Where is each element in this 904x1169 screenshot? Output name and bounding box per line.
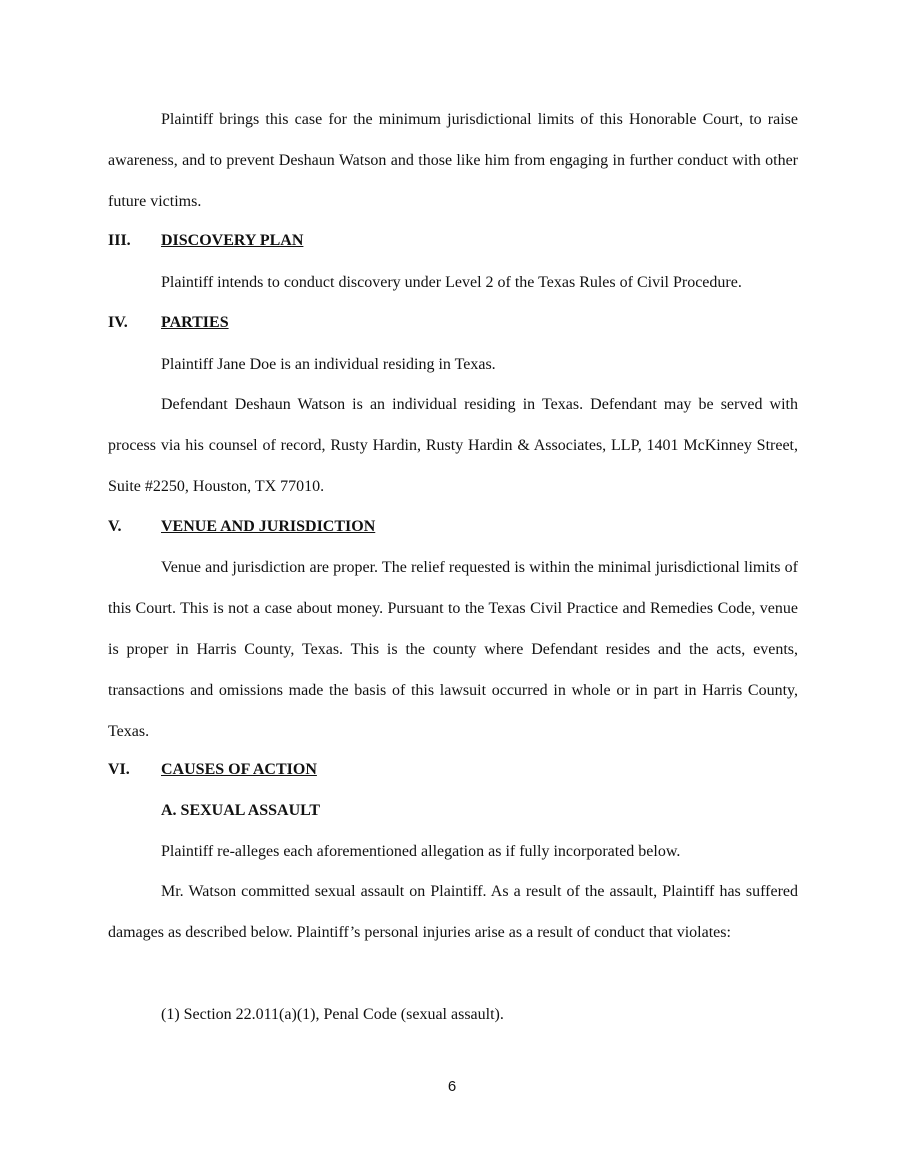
section-title: CAUSES OF ACTION (161, 761, 317, 778)
subheading-sexual-assault: A. SEXUAL ASSAULT (161, 802, 321, 819)
discovery-paragraph-block (108, 262, 798, 303)
intro-paragraph: Plaintiff brings this case for the minimum jurisdictional limits of this Honorable Court, to raise awareness, and to prevent Deshaun Watson and those like him from engaging in further conduct with other future victims. (108, 111, 798, 210)
section-heading-causes (108, 760, 317, 780)
section-number: IV. (108, 314, 128, 331)
page-number: 6 (447, 1078, 457, 1095)
venue-paragraph-block (108, 547, 798, 752)
section-number: VI. (108, 761, 130, 778)
parties-plaintiff-block (108, 344, 798, 385)
realleges-paragraph: Plaintiff re-alleges each aforementioned allegation as if fully incorporated below. (161, 843, 681, 860)
section-title: PARTIES (161, 314, 229, 331)
section-heading-parties (108, 313, 229, 333)
discovery-paragraph: Plaintiff intends to conduct discovery under Level 2 of the Texas Rules of Civil Procedure. (161, 274, 742, 291)
section-number: III. (108, 232, 131, 249)
section-title: VENUE AND JURISDICTION (161, 518, 376, 535)
section-heading-discovery (108, 231, 303, 251)
section-number: V. (108, 518, 122, 535)
list-item-penal-code: (1) Section 22.011(a)(1), Penal Code (sexual assault). (161, 1006, 504, 1023)
venue-paragraph: Venue and jurisdiction are proper. The relief requested is within the minimal jurisdictional limits of this Court. This is not a case about money. Pursuant to the Texas Civil Practice and Remedies Code, venue is proper in Harris County, Texas. This is the county where Defendant resides and the acts, events, transactions and omissions made the basis of this lawsuit occurred in whole or in part in Harris County, Texas. (108, 559, 798, 740)
intro-paragraph-block (108, 99, 798, 222)
parties-defendant-paragraph: Defendant Deshaun Watson is an individual residing in Texas. Defendant may be served with process via his counsel of record, Rusty Hardin, Rusty Hardin & Associates, LLP, 1401 McKinney Street, Suite #2250, Houston, TX 77010. (108, 396, 798, 495)
realleges-paragraph-block (108, 831, 798, 872)
parties-defendant-block (108, 384, 798, 507)
assault-paragraph: Mr. Watson committed sexual assault on Plaintiff. As a result of the assault, Plaintiff has suffered damages as described below. Plaintiff’s personal injuries arise as a result of conduct that violates: (108, 883, 798, 941)
parties-plaintiff-paragraph: Plaintiff Jane Doe is an individual residing in Texas. (161, 356, 496, 373)
assault-paragraph-block (108, 871, 798, 953)
section-heading-venue (108, 517, 375, 537)
section-title: DISCOVERY PLAN (161, 232, 304, 249)
